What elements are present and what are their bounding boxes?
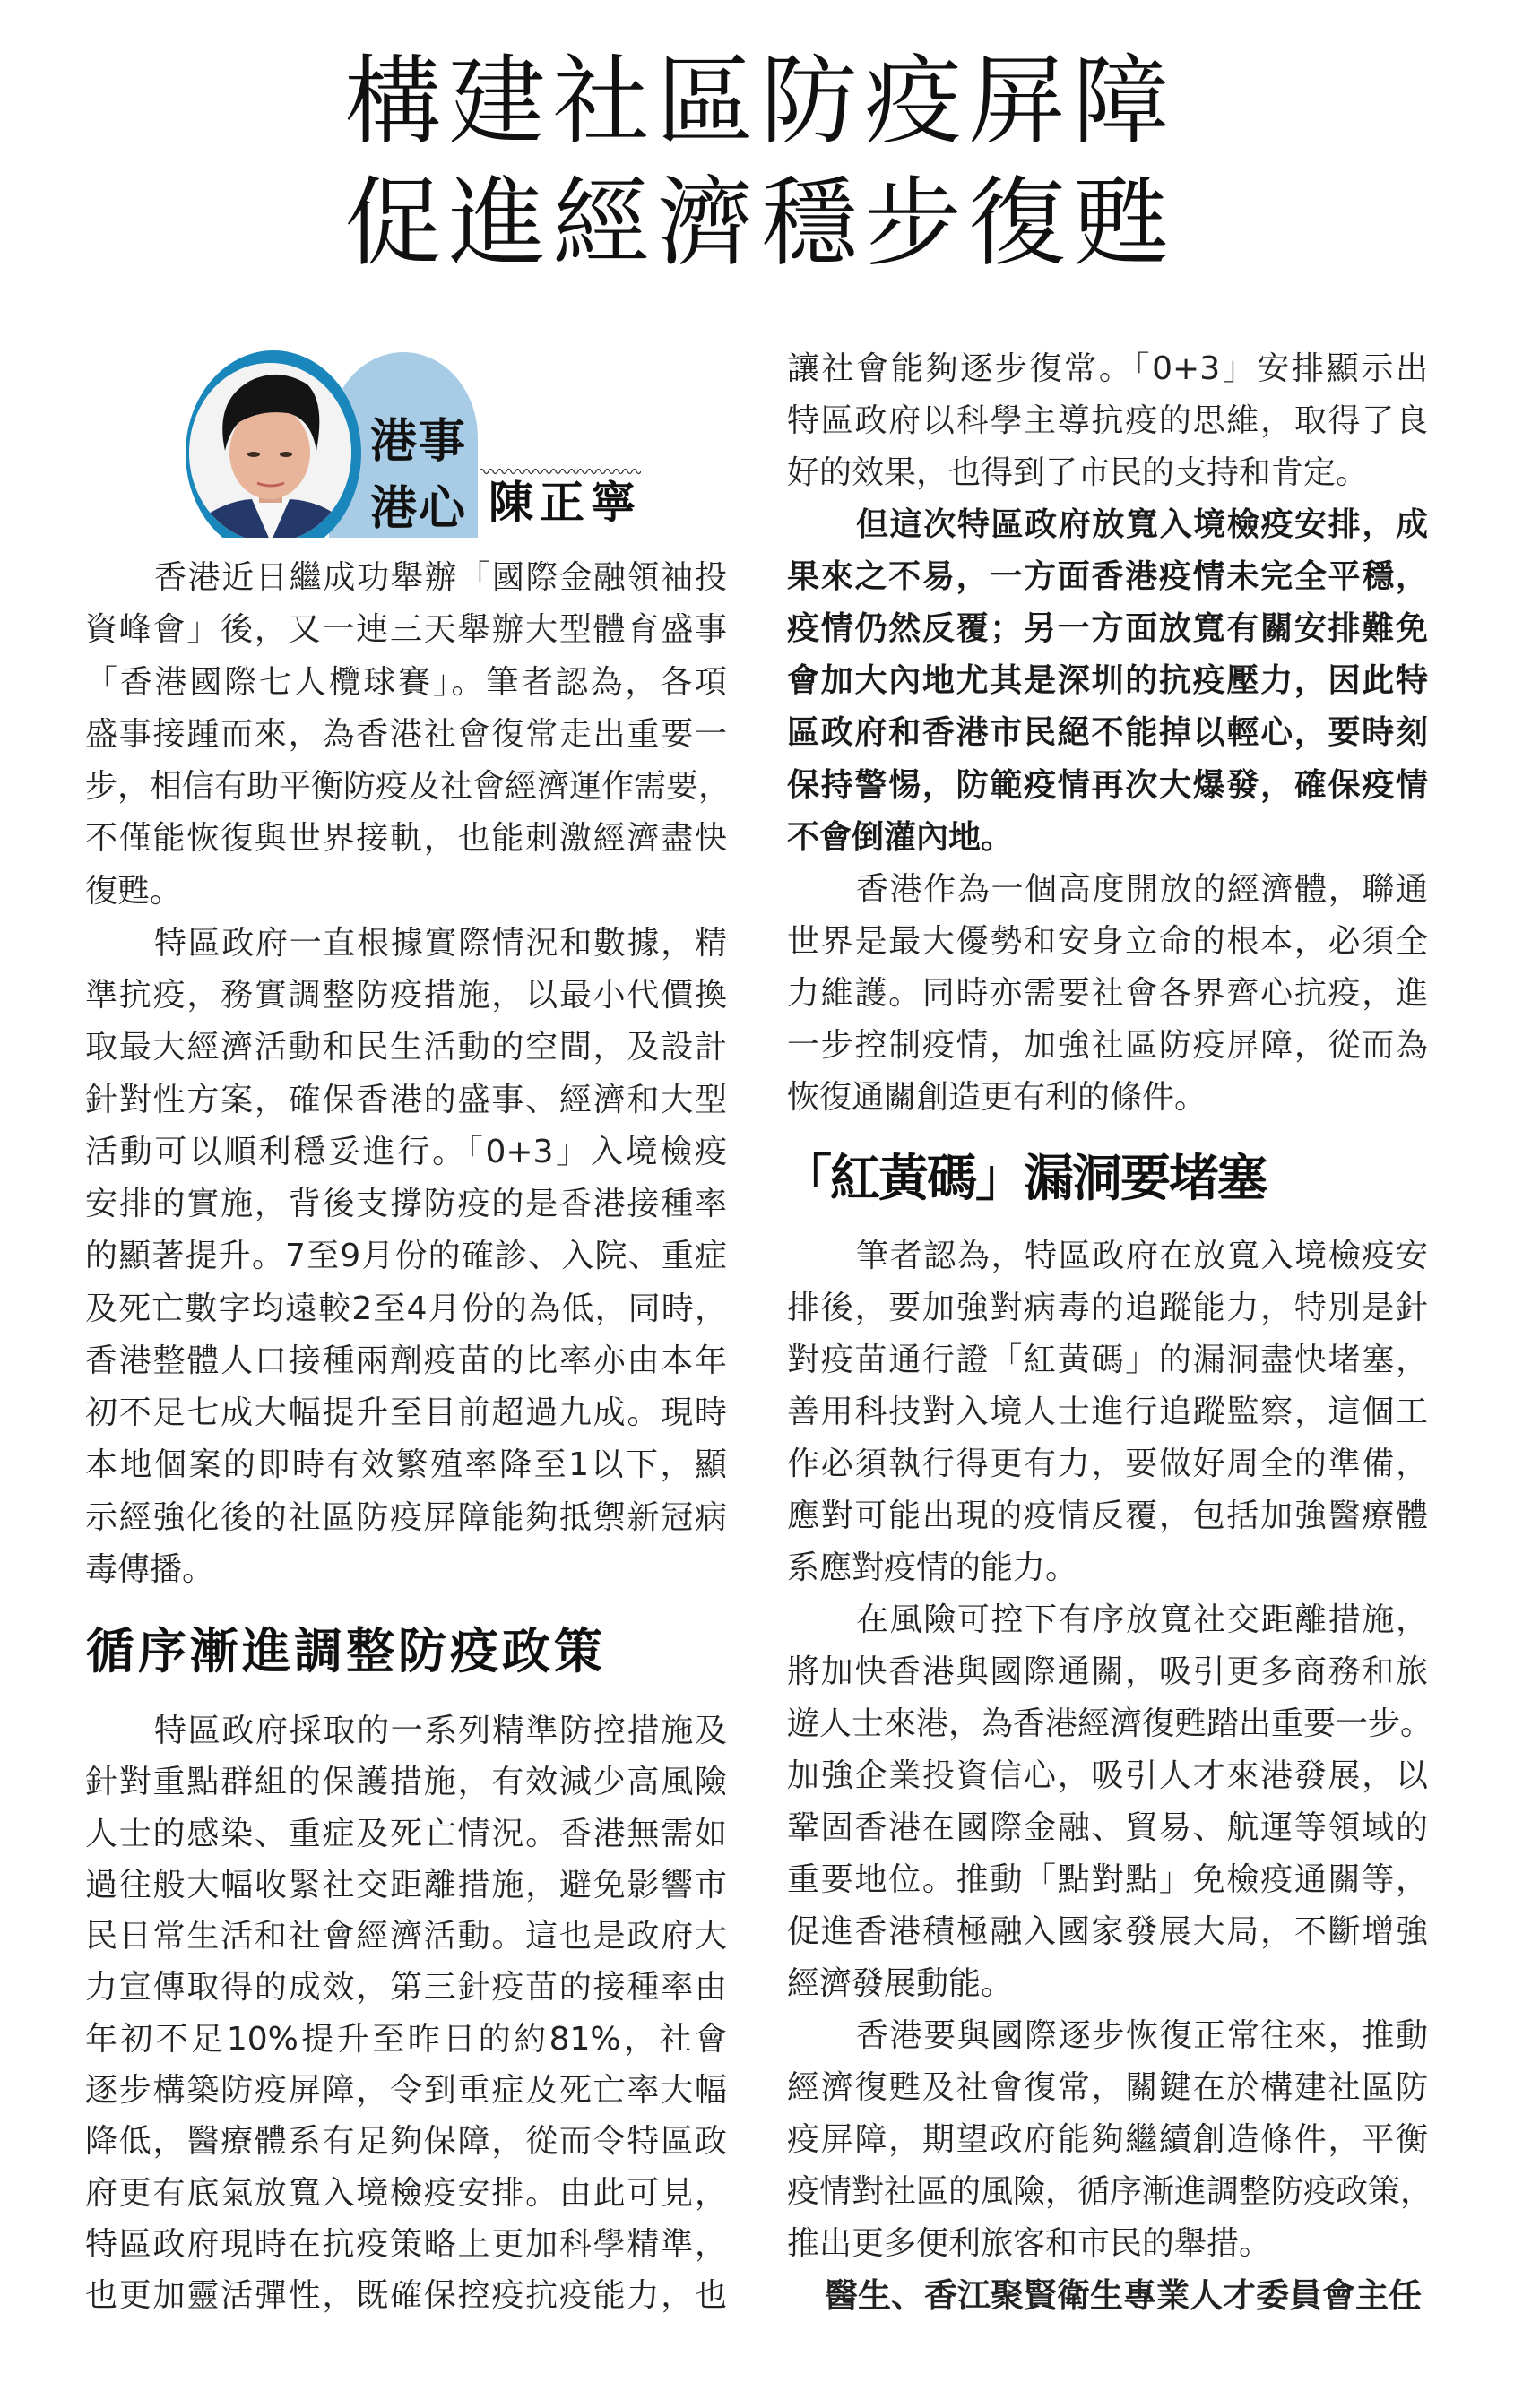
- right-column-bottom: [787, 1230, 1433, 2322]
- text-line: 應對可能出現的疫情反覆，包括加強醫療體: [787, 1497, 1428, 1534]
- wavy-divider-icon: [480, 465, 641, 476]
- right-column-top: [787, 343, 1428, 1124]
- text-line: 取最大經濟活動和民生活動的空間，及設計: [85, 1029, 727, 1066]
- paragraph-3: [85, 1705, 727, 2322]
- text-line: 經濟發展動能。: [787, 1965, 1014, 2002]
- text-line: 本地個案的即時有效繁殖率降至1以下，顯: [85, 1446, 727, 1484]
- text-line: 準抗疫，務實調整防疫措施，以最小代價換: [85, 977, 727, 1014]
- text-line: 及死亡數字均遠較2至4月份的為低，同時，: [85, 1290, 727, 1327]
- text-line: 初不足七成大幅提升至目前超過九成。現時: [85, 1394, 727, 1431]
- paragraph-4-bold: [787, 499, 1428, 863]
- text-line: 好的效果，也得到了市民的支持和肯定。: [787, 454, 1369, 492]
- text-line: 府更有底氣放寬入境檢疫安排。由此可見，: [85, 2174, 727, 2212]
- paragraph-7: [787, 1594, 1433, 2010]
- text-line: 特區政府現時在抗疫策略上更加科學精準，: [85, 2225, 727, 2263]
- paragraph-8: [787, 2010, 1433, 2270]
- paragraph-1: [85, 552, 731, 918]
- headline-line-2: 促進經濟穩步復甦: [344, 168, 1177, 280]
- text-line: 系應對疫情的能力。: [787, 1549, 1078, 1586]
- text-line: 降低，醫療體系有足夠保障，從而令特區政: [85, 2123, 727, 2161]
- text-line: 疫情仍然反覆；另一方面放寬有關安排難免: [787, 610, 1428, 648]
- text-line: 針對重點群組的保護措施，有效減少高風險: [85, 1764, 727, 1801]
- text-line: 鞏固香港在國際金融、貿易、航運等領域的: [787, 1809, 1428, 1846]
- text-line: 示經強化後的社區防疫屏障能夠抵禦新冠病: [85, 1498, 727, 1536]
- text-line: 在風險可控下有序放寬社交距離措施，: [856, 1601, 1428, 1638]
- text-line: 安排的實施，背後支撐防疫的是香港接種率: [85, 1186, 727, 1222]
- text-line: 復甦。: [85, 872, 183, 910]
- text-line: 會加大內地尤其是深圳的抗疫壓力，因此特: [787, 662, 1428, 700]
- text-line: 筆者認為，特區政府在放寬入境檢疫安: [856, 1238, 1428, 1274]
- text-line: 毒傳播。: [85, 1550, 215, 1588]
- author-title: 醫生、香江聚賢衛生專業人才委員會主任: [825, 2276, 1422, 2315]
- left-column-bottom: [85, 1705, 727, 2322]
- text-line: 一步控制疫情，加強社區防疫屏障，從而為: [787, 1026, 1428, 1064]
- text-line: 「香港國際七人欖球賽」。筆者認為，各項: [85, 663, 727, 701]
- text-line: 疫情對社區的風險，循序漸進調整防疫政策，: [787, 2173, 1433, 2210]
- subheading-gradual-adjustment: 循序漸進調整防疫政策: [86, 1622, 606, 1679]
- text-line: 的顯著提升。7至9月份的確診、入院、重症: [85, 1238, 727, 1275]
- text-line: 遊人士來港，為香港經濟復甦踏出重要一步。: [787, 1705, 1433, 1742]
- text-line: 善用科技對入境人士進行追蹤監察，這個工: [787, 1394, 1428, 1430]
- text-line: 促進香港積極融入國家發展大局，不斷增強: [787, 1913, 1428, 1950]
- text-line: 香港近日繼成功舉辦「國際金融領袖投: [154, 559, 727, 596]
- text-line: 也更加靈活彈性，既確保控疫抗疫能力，也: [85, 2277, 727, 2315]
- text-line: 加強企業投資信心，吸引人才來港發展，以: [787, 1757, 1428, 1794]
- subheading-red-yellow-code: 「紅黃碼」漏洞要堵塞: [782, 1149, 1266, 1208]
- text-line: 特區政府以科學主導抗疫的思維，取得了良: [787, 402, 1428, 440]
- paragraph-3-continued: [787, 343, 1428, 499]
- text-line: 資峰會」後，又一連三天舉辦大型體育盛事: [85, 611, 727, 649]
- text-line: 過往般大幅收緊社交距離措施，避免影響市: [85, 1866, 727, 1903]
- text-line: 排後，要加強對病毒的追蹤能力，特別是針: [787, 1290, 1428, 1326]
- text-line: 重要地位。推動「點對點」免檢疫通關等，: [787, 1861, 1428, 1898]
- text-line: 疫屏障，期望政府能夠繼續創造條件，平衡: [787, 2121, 1428, 2158]
- text-line: 經濟復甦及社會復常，關鍵在於構建社區防: [787, 2069, 1428, 2106]
- text-line: 香港整體人口接種兩劑疫苗的比率亦由本年: [85, 1342, 727, 1379]
- text-line: 力宣傳取得的成效，第三針疫苗的接種率由: [85, 1969, 727, 2007]
- column-name: [370, 408, 467, 542]
- text-line: 步，相信有助平衡防疫及社會經濟運作需要，: [85, 768, 731, 805]
- text-line: 特區政府採取的一系列精準防控措施及: [154, 1713, 727, 1749]
- text-line: 民日常生活和社會經濟活動。這也是政府大: [85, 1918, 727, 1955]
- text-line: 香港要與國際逐步恢復正常往來，推動: [856, 2017, 1428, 2054]
- text-line: 不會倒灌內地。: [787, 818, 1014, 856]
- text-line: 恢復通關創造更有利的條件。: [787, 1078, 1207, 1116]
- text-line: 作必須執行得更有力，要做好周全的準備，: [787, 1446, 1428, 1482]
- headline-line-1: 構建社區防疫屏障: [344, 46, 1177, 158]
- author-name: 陳正寧: [489, 476, 642, 529]
- text-line: 針對性方案，確保香港的盛事、經濟和大型: [85, 1081, 727, 1118]
- left-column-top: [85, 552, 731, 1596]
- text-line: 但這次特區政府放寬入境檢疫安排，成: [856, 506, 1428, 544]
- author-portrait-icon: [189, 363, 351, 538]
- text-line: 人士的感染、重症及死亡情況。香港無需如: [85, 1815, 727, 1852]
- paragraph-6: [787, 1230, 1428, 1594]
- column-name-line-1: 港事: [370, 414, 468, 469]
- text-line: 區政府和香港市民絕不能掉以輕心，要時刻: [787, 714, 1428, 752]
- text-line: 保持警惕，防範疫情再次大爆發，確保疫情: [787, 766, 1428, 804]
- text-line: 盛事接踵而來，為香港社會復常走出重要一: [85, 715, 727, 753]
- text-line: 推出更多便利旅客和市民的舉措。: [787, 2225, 1272, 2262]
- text-line: 果來之不易，一方面香港疫情未完全平穩，: [787, 558, 1428, 596]
- text-line: 年初不足10%提升至昨日的約81%，社會: [85, 2020, 727, 2058]
- text-line: 力維護。同時亦需要社會各界齊心抗疫，進: [787, 974, 1428, 1012]
- text-line: 香港作為一個高度開放的經濟體，聯通: [856, 870, 1428, 908]
- author-photo: [189, 363, 351, 538]
- text-line: 將加快香港與國際通關，吸引更多商務和旅: [787, 1653, 1428, 1690]
- text-line: 讓社會能夠逐步復常。「0+3」安排顯示出: [787, 350, 1428, 387]
- headline: [0, 41, 1514, 285]
- column-name-line-2: 港心: [370, 481, 468, 536]
- text-line: 活動可以順利穩妥進行。「0+3」入境檢疫: [85, 1133, 727, 1170]
- text-line: 逐步構築防疫屏障，令到重症及死亡率大幅: [85, 2072, 727, 2110]
- text-line: 對疫苗通行證「紅黃碼」的漏洞盡快堵塞，: [787, 1342, 1428, 1378]
- paragraph-2: [85, 918, 727, 1596]
- text-line: 特區政府一直根據實際情況和數據，精: [154, 924, 727, 962]
- text-line: 世界是最大優勢和安身立命的根本，必須全: [787, 922, 1428, 960]
- paragraph-5: [787, 864, 1428, 1124]
- text-line: 不僅能恢復與世界接軌，也能刺激經濟盡快: [85, 820, 727, 858]
